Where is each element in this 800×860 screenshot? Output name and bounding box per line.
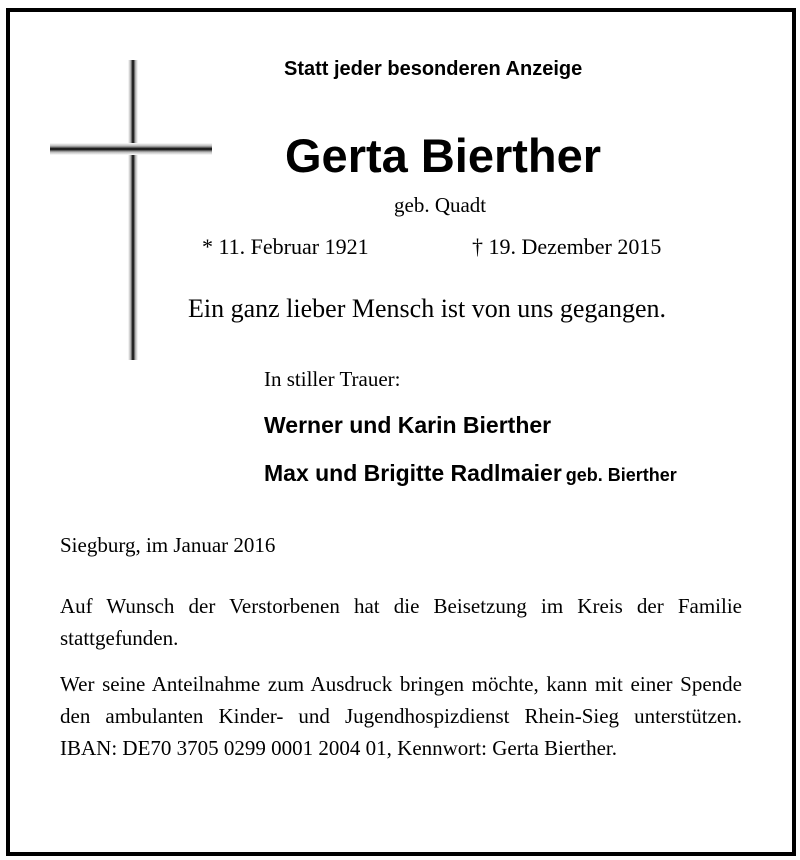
donation-paragraph: Wer seine Anteilnahme zum Ausdruck bringen möchte, kann mit einer Spende den ambulanten Kinder- und Jugendhospizdienst Rhein-Sieg unterstützen. IBAN: DE70 3705 0299 0001 2004 01, Kennwort: Gerta Bierther. [60, 672, 742, 760]
birth-date: * 11. Februar 1921 [202, 234, 369, 259]
notice-heading: Statt jeder besonderen Anzeige [284, 58, 583, 80]
motto: Ein ganz lieber Mensch ist von uns gegangen. [188, 294, 666, 323]
mourner-line-2-name: Max und Brigitte Radlmaier [264, 460, 562, 486]
death-date: † 19. Dezember 2015 [472, 234, 662, 259]
burial-paragraph: Auf Wunsch der Verstorbenen hat die Beisetzung im Kreis der Familie stattgefunden. [60, 594, 742, 650]
maiden-name: geb. Quadt [394, 193, 487, 217]
mourner-line-1: Werner und Karin Bierther [264, 412, 552, 438]
deceased-name: Gerta Bierther [285, 129, 602, 182]
mourners-intro: In stiller Trauer: [264, 367, 401, 391]
mourner-line-2-suffix: geb. Bierther [565, 465, 677, 485]
mourner-line-2 [264, 460, 677, 487]
place-date: Siegburg, im Januar 2016 [60, 533, 276, 557]
